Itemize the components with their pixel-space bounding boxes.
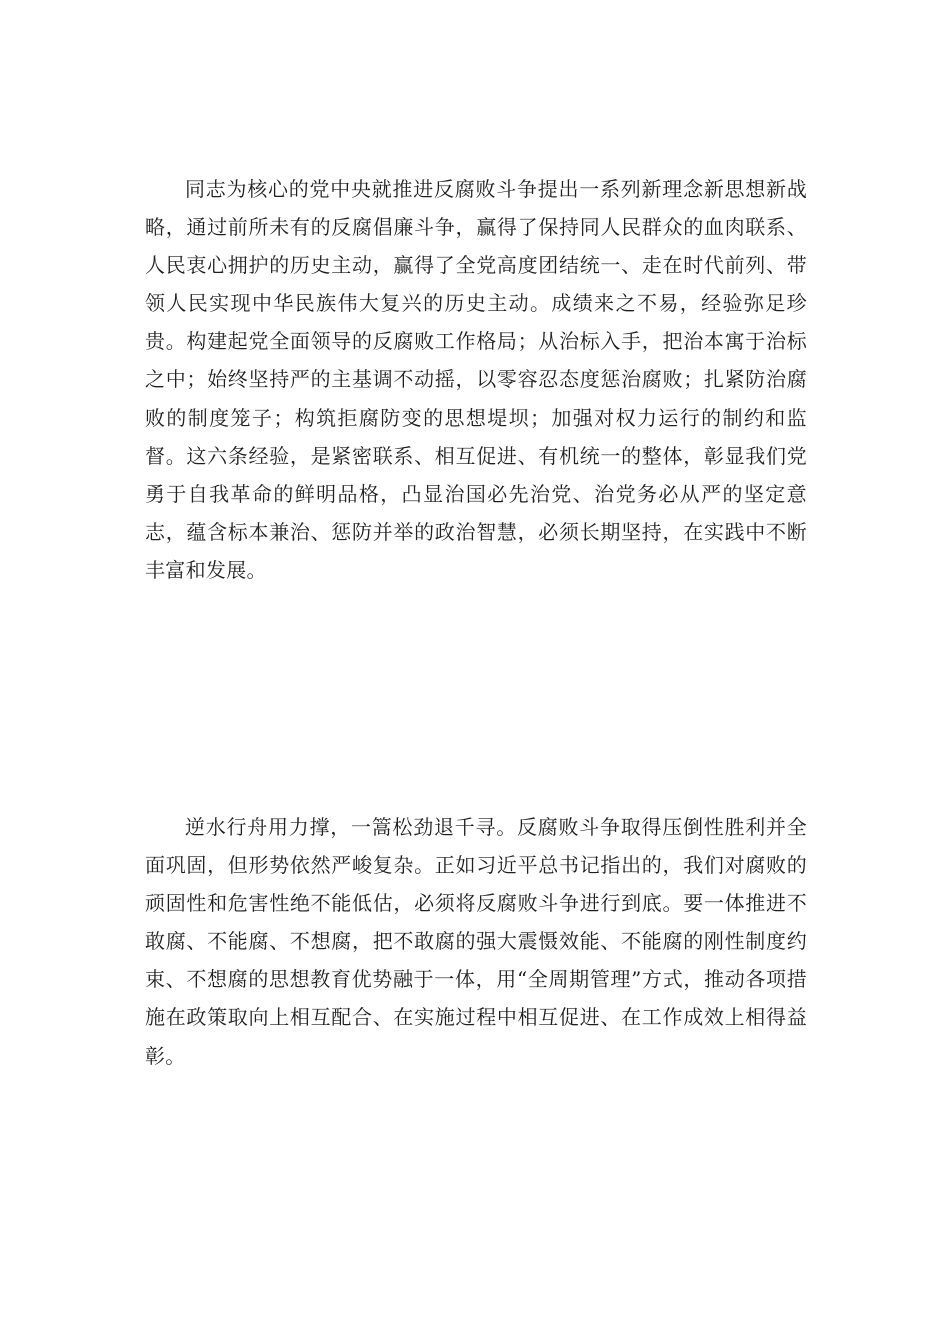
paragraph-text: 逆水行舟用力撑，一篙松劲退千寻。反腐败斗争取得压倒性胜利并全面巩固，但形势依然严峻复杂。正如习近平总书记指出的，我们对腐败的顽固性和危害性绝不能低估，必须将反腐败斗争进行到底。要一体推进不敢腐、不能腐、不想腐，把不敢腐的强大震慑效能、不能腐的刚性制度约束、不想腐的思想教育优势融于一体，用“全周期管理”方式，推动各项措施在政策取向上相互配合、在实施过程中相互促进、在工作成效上相得益彰。	[145, 815, 807, 1068]
body-paragraph-2	[145, 808, 807, 1075]
body-paragraph-1	[145, 170, 807, 589]
paragraph-text: 同志为核心的党中央就推进反腐败斗争提出一系列新理念新思想新战略，通过前所未有的反腐倡廉斗争，赢得了保持同人民群众的血肉联系、人民衷心拥护的历史主动，赢得了全党高度团结统一、走在时代前列、带领人民实现中华民族伟大复兴的历史主动。成绩来之不易，经验弥足珍贵。构建起党全面领导的反腐败工作格局；从治标入手，把治本寓于治标之中；始终坚持严的主基调不动摇，以零容忍态度惩治腐败；扎紧防治腐败的制度笼子；构筑拒腐防变的思想堤坝；加强对权力运行的制约和监督。这六条经验，是紧密联系、相互促进、有机统一的整体，彰显我们党勇于自我革命的鲜明品格，凸显治国必先治党、治党务必从严的坚定意志，蕴含标本兼治、惩防并举的政治智慧，必须长期坚持，在实践中不断丰富和发展。	[145, 177, 807, 582]
